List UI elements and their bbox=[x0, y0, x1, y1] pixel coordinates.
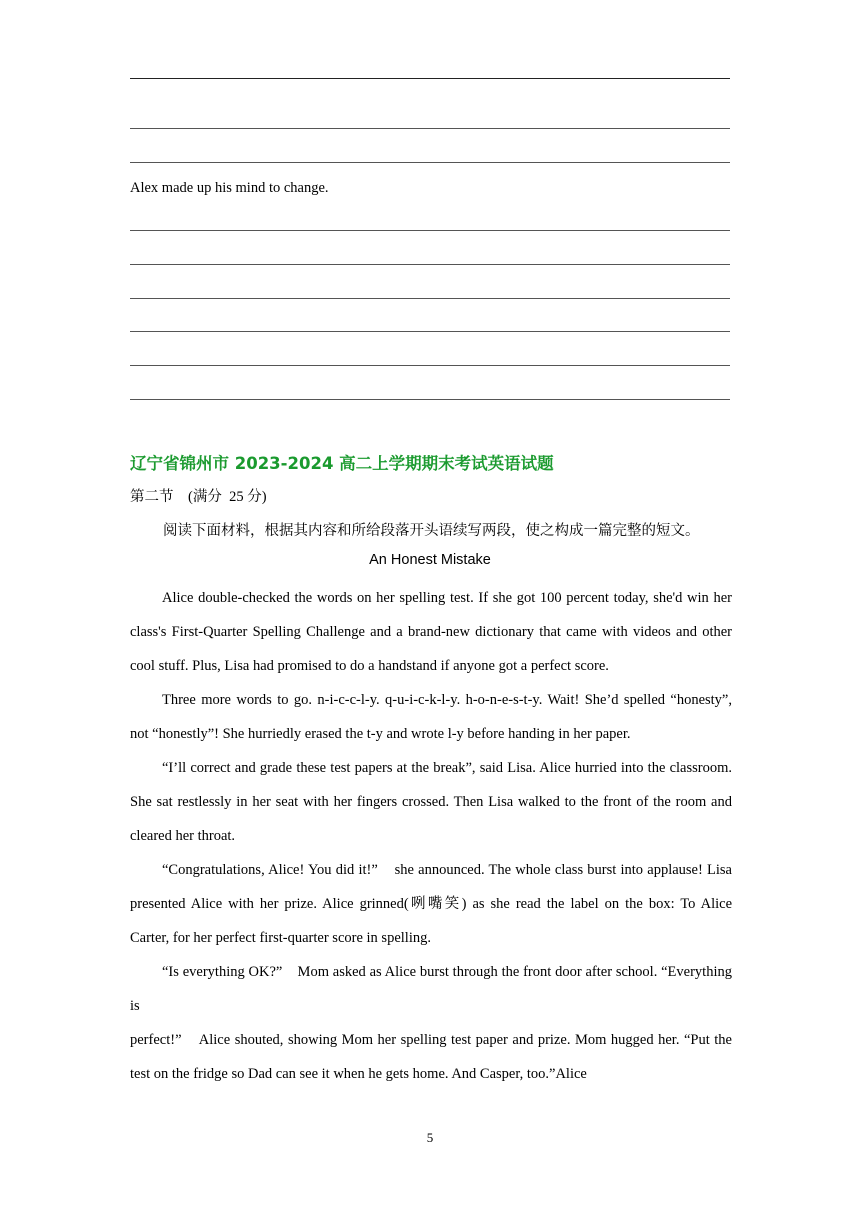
paragraph: Alice double-checked the words on her spelling test. If she got 100 percent today, she'd win her class's First-Quarter Spelling Challenge and a brand-new dictionary that came with videos and other cool stuff. Plus, Lisa had promised to do a handstand if anyone got a perfect score. bbox=[130, 590, 732, 674]
story-title: An Honest Mistake bbox=[369, 552, 491, 568]
paragraph: Three more words to go. n-i-c-c-l-y. q-u-i-c-k-l-y. h-o-n-e-s-t-y. Wait! She’d spelled “honesty”, not “honestly”! She hurriedly erased the t-y and wrote l-y before handing in her paper. bbox=[130, 692, 747, 742]
paragraph: perfect!” Alice shouted, showing Mom her spelling test paper and prize. Mom hugged her. “Put the test on the fridge so Dad can see it when he gets home. And Casper, too.”Alice bbox=[130, 1032, 736, 1082]
writing-prompt: Alex made up his mind to change. bbox=[130, 180, 329, 196]
paragraph: “Is everything OK?” Mom asked as Alice burst through the front door after school. “Everything is bbox=[130, 964, 736, 1014]
story-body bbox=[130, 581, 747, 1091]
paragraph: “I’ll correct and grade these test papers at the break”, said Lisa. Alice hurried into the classroom. She sat restlessly in her seat with her fingers crossed. Then Lisa walked to the front of the room and cleared her throat. bbox=[130, 760, 747, 844]
answer-line[interactable] bbox=[130, 230, 730, 231]
paragraph: “Congratulations, Alice! You did it!” she announced. The whole class burst into applause! Lisa presented Alice with her prize. Alice grinned(咧嘴笑) as she read the label on the box: To Alice Carter, for her perfect first-quarter score in spelling. bbox=[130, 862, 747, 946]
answer-line[interactable] bbox=[130, 365, 730, 366]
answer-line[interactable] bbox=[130, 331, 730, 332]
answer-line[interactable] bbox=[130, 162, 730, 163]
answer-line[interactable] bbox=[130, 399, 730, 400]
answer-line[interactable] bbox=[130, 264, 730, 265]
page-number: 5 bbox=[426, 1130, 434, 1145]
exam-heading: 辽宁省锦州市 2023-2024 高二上学期期末考试英语试题 bbox=[130, 454, 554, 473]
answer-line[interactable] bbox=[130, 78, 730, 79]
section-label: 第二节 (满分 25 分) bbox=[130, 489, 267, 505]
answer-line[interactable] bbox=[130, 128, 730, 129]
instructions: 阅读下面材料，根据其内容和所给段落开头语续写两段，使之构成一篇完整的短文。 bbox=[163, 523, 700, 539]
answer-line[interactable] bbox=[130, 298, 730, 299]
